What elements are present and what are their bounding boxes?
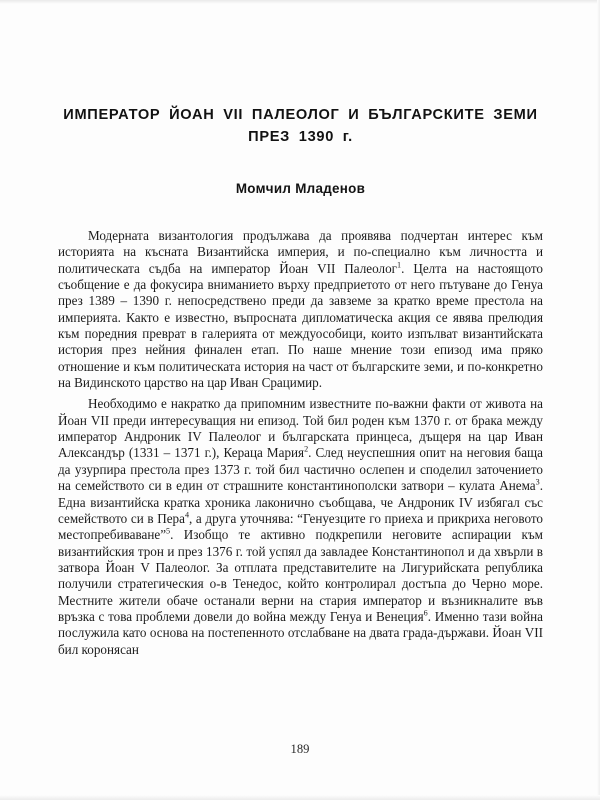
body-paragraph: Необходимо е накратко да припомним известните по-важни факти от живота на Йоан VII преди интересуващия ни епизод. Той бил роден към 1370 г. от брака между император Андроник IV Палеолог и българската принцеса, дъщеря на цар Иван Александър (1331 – 1371 г.), Кераца Мария$^2$. След неуспешния опит на неговия баща да узурпира престола през 1373 г. той бил частично ослепен и споделил заточението на семейството си в един от страшните константинополски затвори – кулата Анема$^3$. Една византийска кратка хроника лаконично съобщава, че Андроник IV избягал със семейството си в Пера$^4$, а друга уточнява: “Генуезците го приеха и прикриха неговото местопребиваване”$^5$. Изобщо те активно подкрепили неговите аспирации към византийския трон и през 1376 г. той успял да завладее Константинопол и да хвърли в затвора Йоан V Палеолог. За отплата представителите на Лигурийската република получили стратегическия о-в Тенедос, който контролирал достъпа до Черно море. Местните жители обаче останали верни на стария император и възникналите във връзка с това проблеми довели до война между Генуа и Венеция$^6$. Именно тази война послужила като основа на постепенното отслабване на двата града-държави. Йоан VII бил коронясан: [58, 396, 543, 657]
page-number: 189: [290, 742, 310, 756]
page-content: [58, 0, 543, 658]
article-author: Момчил Младенов: [235, 181, 366, 196]
article-title: [58, 0, 543, 148]
scan-edge-bottom: [0, 795, 600, 800]
article-title-line-1: ИМПЕРАТОР ЙОАН VII ПАЛЕОЛОГ И БЪЛГАРСКИТЕ ЗЕМИ: [63, 107, 538, 123]
article-title-line-2: ПРЕЗ 1390 г.: [248, 129, 353, 145]
body-paragraph: Модерната византология продължава да проявява подчертан интерес към историята на късната Византийска империя, и по-специално към личността и политическата съдба на император Йоан VII Палеолог$^1$. Целта на настоящото съобщение е да фокусира вниманието върху предприетото от него пътуване до Генуа през 1389 – 1390 г. непосредствено преди да завземе за кратко време престола на империята. Както е известно, въпросната дипломатическа акция се явява прелюдия към поредния преврат в галерията от междуособици, които изпълват византийската история през нейния финален етап. По наше мнение този епизод има пряко отношение и към политическата история на част от българските земи, и по-конкретно на Видинското царство на цар Иван Срацимир.: [58, 228, 543, 391]
article-body: [58, 228, 543, 658]
